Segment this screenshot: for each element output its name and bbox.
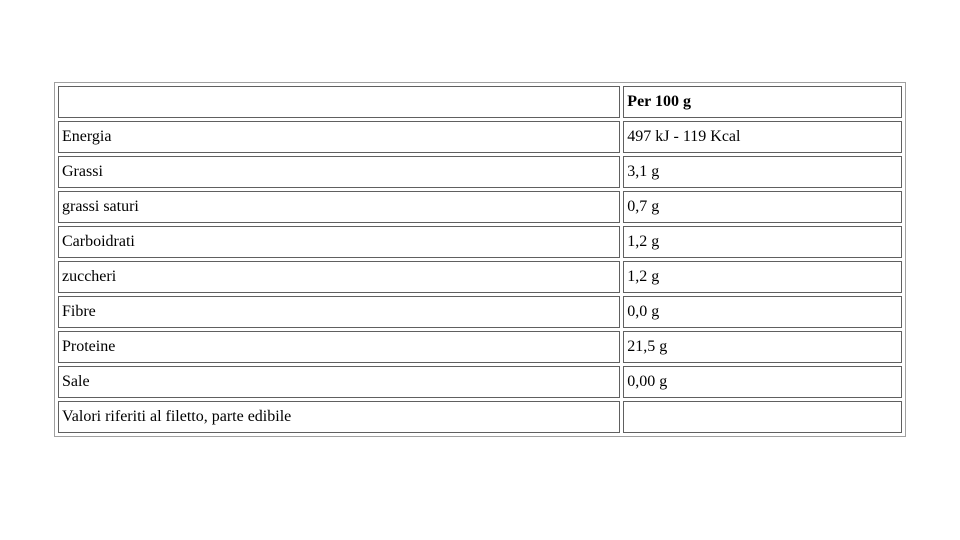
- table-row: [58, 331, 902, 363]
- nutrient-name: Carboidrati: [58, 226, 620, 258]
- nutrient-value: 0,00 g: [623, 366, 902, 398]
- table-row: [58, 366, 902, 398]
- nutrient-value: 1,2 g: [623, 226, 902, 258]
- table-row: [58, 296, 902, 328]
- nutrient-name: Energia: [58, 121, 620, 153]
- nutrient-value: 497 kJ - 119 Kcal: [623, 121, 902, 153]
- nutrient-name: zuccheri: [58, 261, 620, 293]
- nutrient-value: 1,2 g: [623, 261, 902, 293]
- table-row: [58, 156, 902, 188]
- nutrient-name: Sale: [58, 366, 620, 398]
- nutrient-name: Proteine: [58, 331, 620, 363]
- footnote-text: Valori riferiti al filetto, parte edibile: [58, 401, 620, 433]
- nutrient-name: Grassi: [58, 156, 620, 188]
- nutrient-value: 0,7 g: [623, 191, 902, 223]
- nutrient-name: Fibre: [58, 296, 620, 328]
- table-row: [58, 121, 902, 153]
- table-footnote-row: [58, 401, 902, 433]
- nutrient-name: grassi saturi: [58, 191, 620, 223]
- table-row: [58, 226, 902, 258]
- nutrient-value: 0,0 g: [623, 296, 902, 328]
- table-row: [58, 261, 902, 293]
- table-header-row: [58, 86, 902, 118]
- footnote-value: [623, 401, 902, 433]
- nutrient-value: 21,5 g: [623, 331, 902, 363]
- header-label-cell: [58, 86, 620, 118]
- table-row: [58, 191, 902, 223]
- header-value-cell: Per 100 g: [623, 86, 902, 118]
- nutrition-table: [54, 82, 906, 437]
- nutrient-value: 3,1 g: [623, 156, 902, 188]
